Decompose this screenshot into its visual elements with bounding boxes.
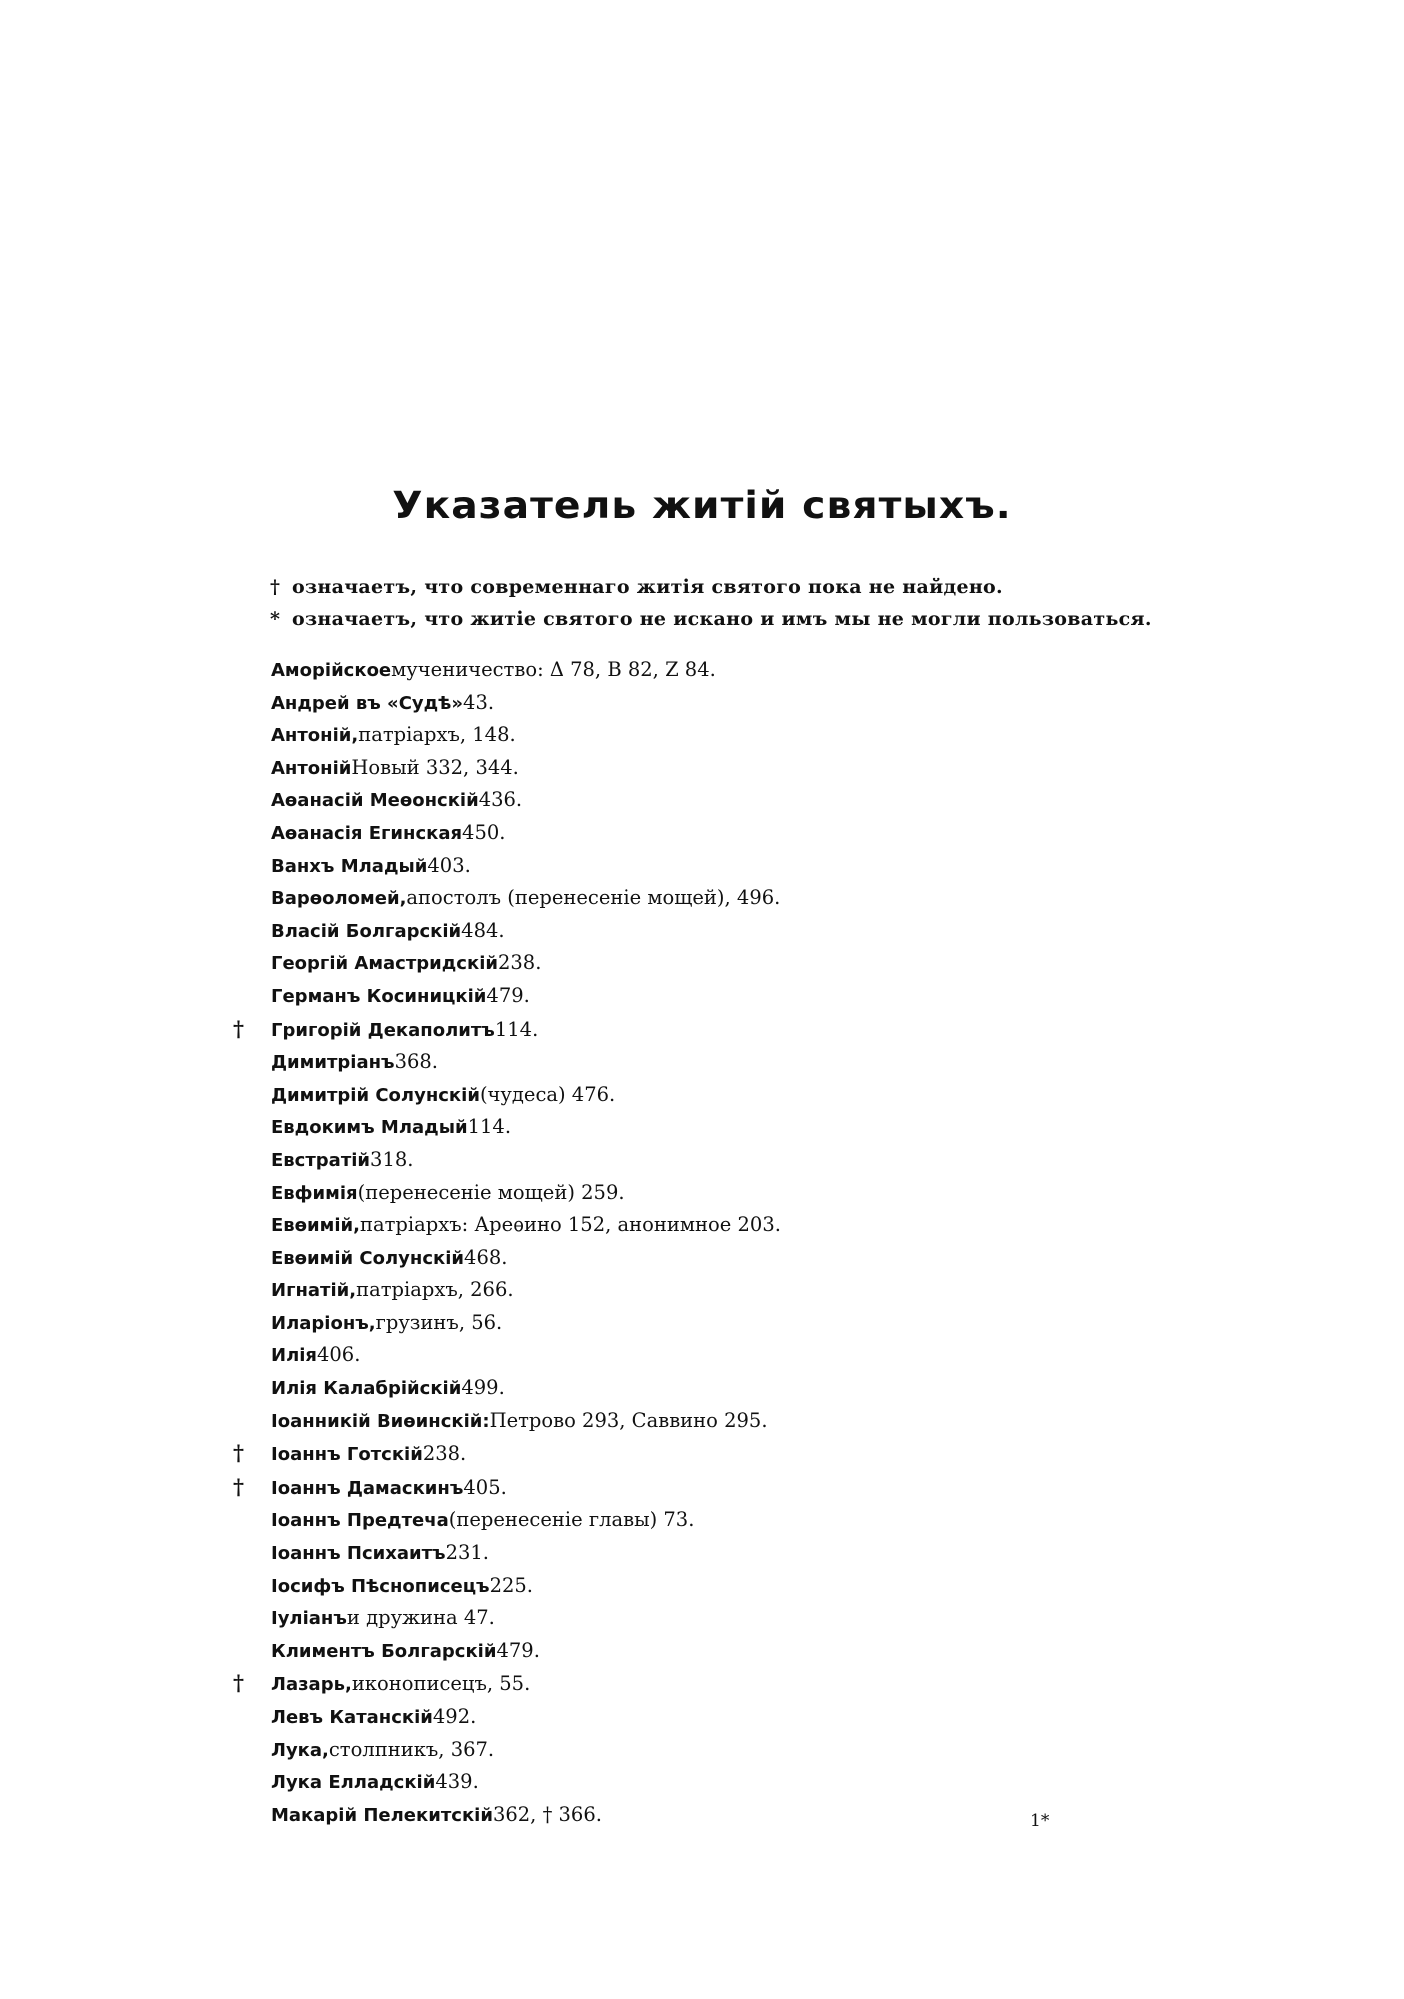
index-entry — [233, 1504, 781, 1537]
page-title: Указатель житій святыхъ. — [392, 484, 1012, 527]
index-entry — [233, 784, 781, 817]
saint-name: Евдокимъ Младый — [271, 1117, 468, 1139]
dagger-mark: † — [233, 1473, 244, 1499]
entry-reference: 492. — [432, 1705, 477, 1728]
dagger-mark: † — [233, 1015, 244, 1041]
index-entry — [233, 1635, 781, 1668]
signature-mark: 1* — [1030, 1811, 1050, 1831]
saint-name: Іоаннъ Дамаскинъ — [271, 1477, 464, 1499]
saint-name: Игнатій, — [271, 1280, 357, 1302]
saint-name: Иларіонъ, — [271, 1312, 376, 1334]
index-entry — [233, 1046, 781, 1079]
index-entry — [233, 1537, 781, 1570]
entry-reference: мученичество: Δ 78, Β 82, Ζ 84. — [391, 658, 716, 681]
index-entry — [233, 1570, 781, 1603]
saint-name: Іоаннъ Предтеча — [271, 1510, 449, 1532]
saint-name: Аѳанасія Егинская — [271, 822, 463, 844]
index-entry — [233, 850, 781, 883]
saint-name: Аѳанасій Меѳонскій — [271, 790, 479, 812]
index-entry — [233, 1339, 781, 1372]
entry-reference: 450. — [462, 820, 506, 844]
saint-name: Евѳимій Солунскій — [271, 1247, 465, 1269]
entry-reference: 114. — [494, 1017, 539, 1041]
saint-name: Германъ Косиницкій — [271, 985, 487, 1007]
entry-reference: 479. — [496, 1638, 540, 1662]
saint-name: Георгій Амастридскій — [271, 953, 498, 975]
saint-name: Лазарь, — [271, 1674, 352, 1696]
saint-name: Евѳимій, — [271, 1215, 360, 1237]
index-entry — [233, 1079, 781, 1112]
index-entry — [233, 1405, 781, 1438]
entry-reference: 231. — [445, 1541, 489, 1565]
index-entry — [233, 915, 781, 948]
entry-reference: грузинъ, 56. — [375, 1310, 503, 1334]
entry-reference: и дружина 47. — [346, 1606, 495, 1630]
saint-name: Лука Елладскій — [271, 1772, 436, 1794]
saint-name: Іоаннъ Психаитъ — [271, 1543, 446, 1565]
entry-reference: (чудеса) 476. — [479, 1082, 616, 1106]
entry-reference: (перенесеніе главы) 73. — [448, 1508, 695, 1532]
entry-reference: 484. — [461, 918, 505, 942]
index-entry — [233, 1372, 781, 1405]
saint-name: Іосифъ Пѣснописецъ — [271, 1575, 490, 1597]
index-entry — [233, 817, 781, 850]
entry-reference: 114. — [467, 1115, 512, 1139]
index-entry — [233, 752, 781, 785]
entry-reference: 403. — [427, 853, 471, 877]
index-entry — [233, 1471, 781, 1505]
asterisk-symbol: * — [270, 608, 281, 630]
saint-name: Власій Болгарскій — [271, 920, 462, 942]
saint-name: Антоній, — [271, 725, 359, 747]
entry-reference: иконописецъ, 55. — [351, 1672, 531, 1696]
saint-name: Климентъ Болгарскій — [271, 1640, 497, 1662]
entry-reference: 479. — [486, 983, 530, 1007]
index-entry — [233, 1144, 781, 1177]
index-entry — [233, 1307, 781, 1340]
legend-text: означаетъ, что житіе святого не искано и имъ мы не могли пользоваться. — [292, 608, 1152, 630]
dagger-mark: † — [233, 1670, 244, 1696]
index-entry — [233, 1734, 781, 1767]
entry-reference: 499. — [461, 1376, 505, 1400]
saint-name: Илія Калабрійскій — [271, 1378, 462, 1400]
entry-reference: патріархъ: Ареѳино 152, анонимное 203. — [360, 1213, 781, 1237]
entry-reference: 368. — [394, 1050, 438, 1074]
dagger-symbol: † — [270, 576, 281, 598]
entry-reference: (перенесеніе мощей) 259. — [357, 1180, 625, 1204]
legend-line-dagger — [270, 571, 1152, 603]
entry-reference: 405. — [463, 1475, 507, 1499]
saint-name: Іоанникій Виѳинскій: — [271, 1410, 490, 1432]
index-entry — [233, 1437, 781, 1471]
legend-line-asterisk — [270, 603, 1152, 635]
entry-reference: 225. — [489, 1573, 533, 1597]
index-entry — [233, 1766, 781, 1799]
entry-reference: Новый 332, 344. — [351, 755, 519, 779]
saint-name: Іоаннъ Готскій — [271, 1444, 423, 1466]
legend-text: означаетъ, что современнаго житія святого пока не найдено. — [292, 576, 1003, 598]
index-entry — [233, 1177, 781, 1210]
index-entry — [233, 882, 781, 915]
saint-name: Григорій Декаполитъ — [271, 1019, 495, 1041]
index-entry — [233, 654, 781, 687]
index-entry — [233, 947, 781, 980]
entry-reference: апостолъ (перенесеніе мощей), 496. — [406, 886, 781, 910]
saint-name: Евфимія — [271, 1182, 358, 1204]
entry-reference: Петрово 293, Саввино 295. — [489, 1408, 768, 1432]
saint-name: Ванхъ Младый — [271, 855, 428, 877]
entry-reference: патріархъ, 148. — [358, 723, 516, 747]
index-entry — [233, 719, 781, 752]
saint-name: Илія — [271, 1345, 317, 1367]
saint-name: Димитрій Солунскій — [271, 1084, 480, 1106]
entry-reference: 318. — [370, 1147, 414, 1171]
index-entry — [233, 1111, 781, 1144]
entry-reference: 439. — [435, 1770, 479, 1794]
entry-reference: 362, † 366. — [492, 1802, 602, 1826]
legend — [270, 571, 1152, 635]
saint-name: Левъ Катанскій — [271, 1707, 433, 1728]
saint-name: Варѳоломей, — [271, 888, 407, 910]
index-list — [233, 654, 781, 1831]
index-entry — [233, 687, 781, 720]
index-entry — [233, 1209, 781, 1242]
dagger-mark: † — [233, 1440, 244, 1466]
index-entry — [233, 1667, 781, 1701]
saint-name: Іуліанъ — [271, 1608, 347, 1630]
saint-name: Аморійское — [271, 660, 392, 681]
entry-reference: 238. — [497, 951, 542, 975]
index-entry — [233, 1013, 781, 1047]
saint-name: Евстратій — [271, 1149, 371, 1171]
saint-name: Димитріанъ — [271, 1052, 395, 1074]
entry-reference: 436. — [478, 788, 523, 812]
saint-name: Макарій Пелекитскій — [271, 1804, 493, 1826]
entry-reference: патріархъ, 266. — [356, 1278, 514, 1302]
index-entry — [233, 1242, 781, 1275]
saint-name: Лука, — [271, 1739, 329, 1761]
index-entry — [233, 1799, 781, 1832]
index-entry — [233, 1274, 781, 1307]
entry-reference: столпникъ, 367. — [328, 1737, 495, 1761]
entry-reference: 238. — [422, 1442, 467, 1466]
index-entry — [233, 1701, 781, 1734]
entry-reference: 43. — [463, 690, 495, 714]
index-entry — [233, 1602, 781, 1635]
entry-reference: 468. — [464, 1245, 508, 1269]
saint-name: Антоній — [271, 757, 352, 779]
saint-name: Андрей въ «Судѣ» — [271, 692, 464, 714]
entry-reference: 406. — [316, 1343, 361, 1367]
index-entry — [233, 980, 781, 1013]
